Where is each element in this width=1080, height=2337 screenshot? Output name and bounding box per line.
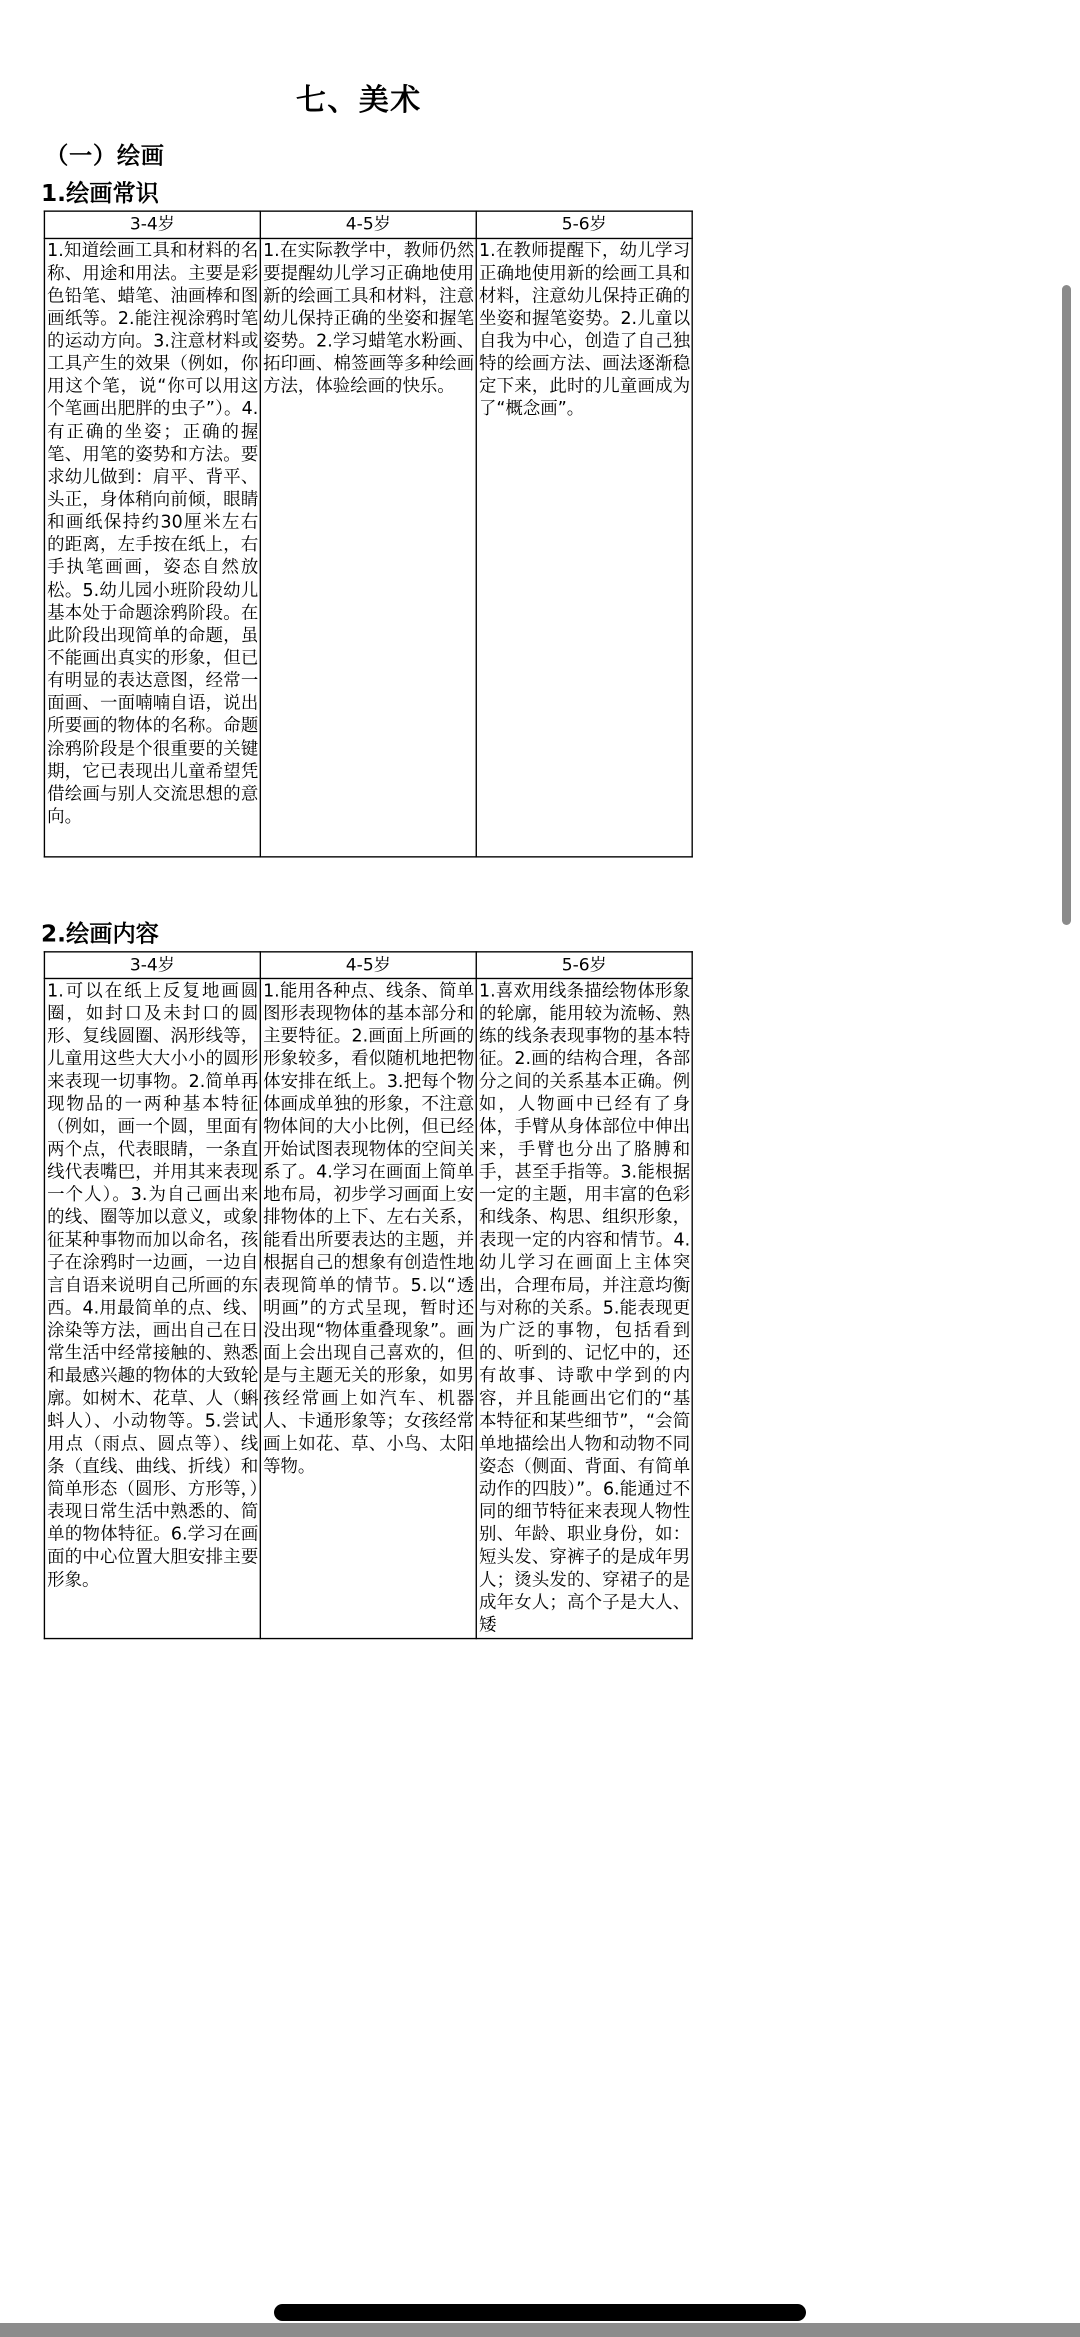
column-header-age-3-4: 3-4岁 [44,211,260,238]
page-title: 七、美术 [295,82,422,118]
cell-3-4-content [44,978,260,1638]
vertical-scrollbar[interactable] [1058,0,1080,2337]
cell-text: 1.在教师提醒下，幼儿学习正确地使用新的绘画工具和材料，注意幼儿保持正确的坐姿和握笔姿势。2.儿童以自我为中心，创造了自己独特的绘画方法、画法逐渐稳定下来，此时的儿童画成为了“概念画”。 [478,240,691,420]
table-painting-knowledge [44,210,693,857]
cell-text: 1.知道绘画工具和材料的名称、用途和用法。主要是彩色铅笔、蜡笔、油画棒和图画纸等。2.能注视涂鸦时笔的运动方向。3.注意材料或工具产生的效果（例如，你用这个笔，说“你可以用这个笔画出肥胖的虫子”）。4.有正确的坐姿；正确的握笔、用笔的姿势和方法。要求幼儿做到：肩平、背平、头正，身体稍向前倾，眼睛和画纸保持约30厘米左右的距离，左手按在纸上，右手执笔画画，姿态自然放松。5.幼儿园小班阶段幼儿基本处于命题涂鸦阶段。在此阶段出现简单的命题，虽不能画出真实的形象，但已有明显的表达意图，经常一面画、一面喃喃自语，说出所要画的物体的名称。命题涂鸦阶段是个很重要的关键期，它已表现出儿童希望凭借绘画与别人交流思想的意向。 [47,240,259,827]
cell-4-5-knowledge [260,238,476,856]
cell-3-4-knowledge [44,238,260,856]
column-header-age-4-5: 4-5岁 [260,211,476,238]
subsection-heading-2: 2.绘画内容 [40,920,159,948]
cell-5-6-knowledge [476,238,692,856]
column-header-age-5-6: 5-6岁 [476,211,692,238]
column-header-age-5-6: 5-6岁 [476,951,692,978]
scrollbar-thumb[interactable] [1062,285,1071,925]
table-row [44,238,692,856]
section-heading: （一）绘画 [45,142,165,170]
cell-text: 1.能用各种点、线条、简单图形表现物体的基本部分和主要特征。2.画面上所画的形象较多，看似随机地把物体安排在纸上。3.把每个物体画成单独的形象，不注意物体间的大小比例，但已经开始试图表现物体的空间关系了。4.学习在画面上简单地布局，初步学习画面上安排物体的上下、左右关系，能看出所要表达的主题，并根据自己的想象有创造性地表现简单的情节。5.以“透明画”的方式呈现，暂时还没出现“物体重叠现象”。画面上会出现自己喜欢的，但是与主题无关的形象，如男孩经常画上如汽车、机器人、卡通形象等；女孩经常画上如花、草、小鸟、太阳等物。 [263,980,475,1477]
bottom-edge-strip [0,2323,1080,2337]
cell-text: 1.可以在纸上反复地画圆圈，如封口及未封口的圆形、复线圆圈、涡形线等，儿童用这些大大小小的圆形来表现一切事物。2.简单再现物品的一两种基本特征（例如，画一个圆，里面有两个点，代表眼睛，一条直线代表嘴巴，并用其来表现一个人）。3.为自己画出来的线、圈等加以意义，或象征某种事物而加以命名，孩子在涂鸦时一边画，一边自言自语来说明自己所画的东西。4.用最简单的点、线、涂染等方法，画出自己在日常生活中经常接触的、熟悉和最感兴趣的物体的大致轮廓。如树木、花草、人（蝌蚪人）、小动物等。5.尝试用点（雨点、圆点等）、线条（直线、曲线、折线）和简单形态（圆形、方形等，）表现日常生活中熟悉的、简单的物体特征。6.学习在画面的中心位置大胆安排主要形象。 [47,980,259,1590]
cell-4-5-content [260,978,476,1638]
table-painting-content [44,951,693,1639]
subsection-heading-1: 1.绘画常识 [40,179,159,208]
column-header-age-4-5: 4-5岁 [260,951,476,978]
document-body [0,75,738,1639]
cell-text: 1.喜欢用线条描绘物体形象的轮廓，能用较为流畅、熟练的线条表现事物的基本特征。2.画的结构合理，各部分之间的关系基本正确。例如，人物画中已经有了身体，手臂从身体部位中伸出来，手臂也分出了胳膊和手，甚至手指等。3.能根据一定的主题，用丰富的色彩和线条、构思、组织形象，表现一定的内容和情节。4.幼儿学习在画面上主体突出，合理布局，并注意均衡与对称的关系。5.能表现更为广泛的事物，包括看到的、听到的、记忆中的，还有故事、诗歌中学到的内容，并且能画出它们的“基本特征和某些细节”，“会简单地描绘出人物和动物不同姿态（侧面、背面、有简单动作的四肢）”。6.能通过不同的细节特征来表现人物性别、年龄、职业身份，如：短头发、穿裤子的是成年男人；烫头发的、穿裙子的是成年女人；高个子是大人、矮 [478,980,691,1636]
home-indicator[interactable] [274,2304,806,2321]
table-gap-spacer [0,857,738,888]
cell-text: 1.在实际教学中，教师仍然要提醒幼儿学习正确地使用新的绘画工具和材料，注意幼儿保持正确的坐姿和握笔姿势。2.学习蜡笔水粉画、拓印画、棉签画等多种绘画方法，体验绘画的快乐。 [263,240,475,397]
document-scroll-content[interactable] [0,0,738,1639]
table-row [44,978,692,1638]
column-header-age-3-4: 3-4岁 [44,951,260,978]
table-header-row [44,951,692,978]
table-header-row [44,211,692,238]
cell-5-6-content [476,978,692,1638]
